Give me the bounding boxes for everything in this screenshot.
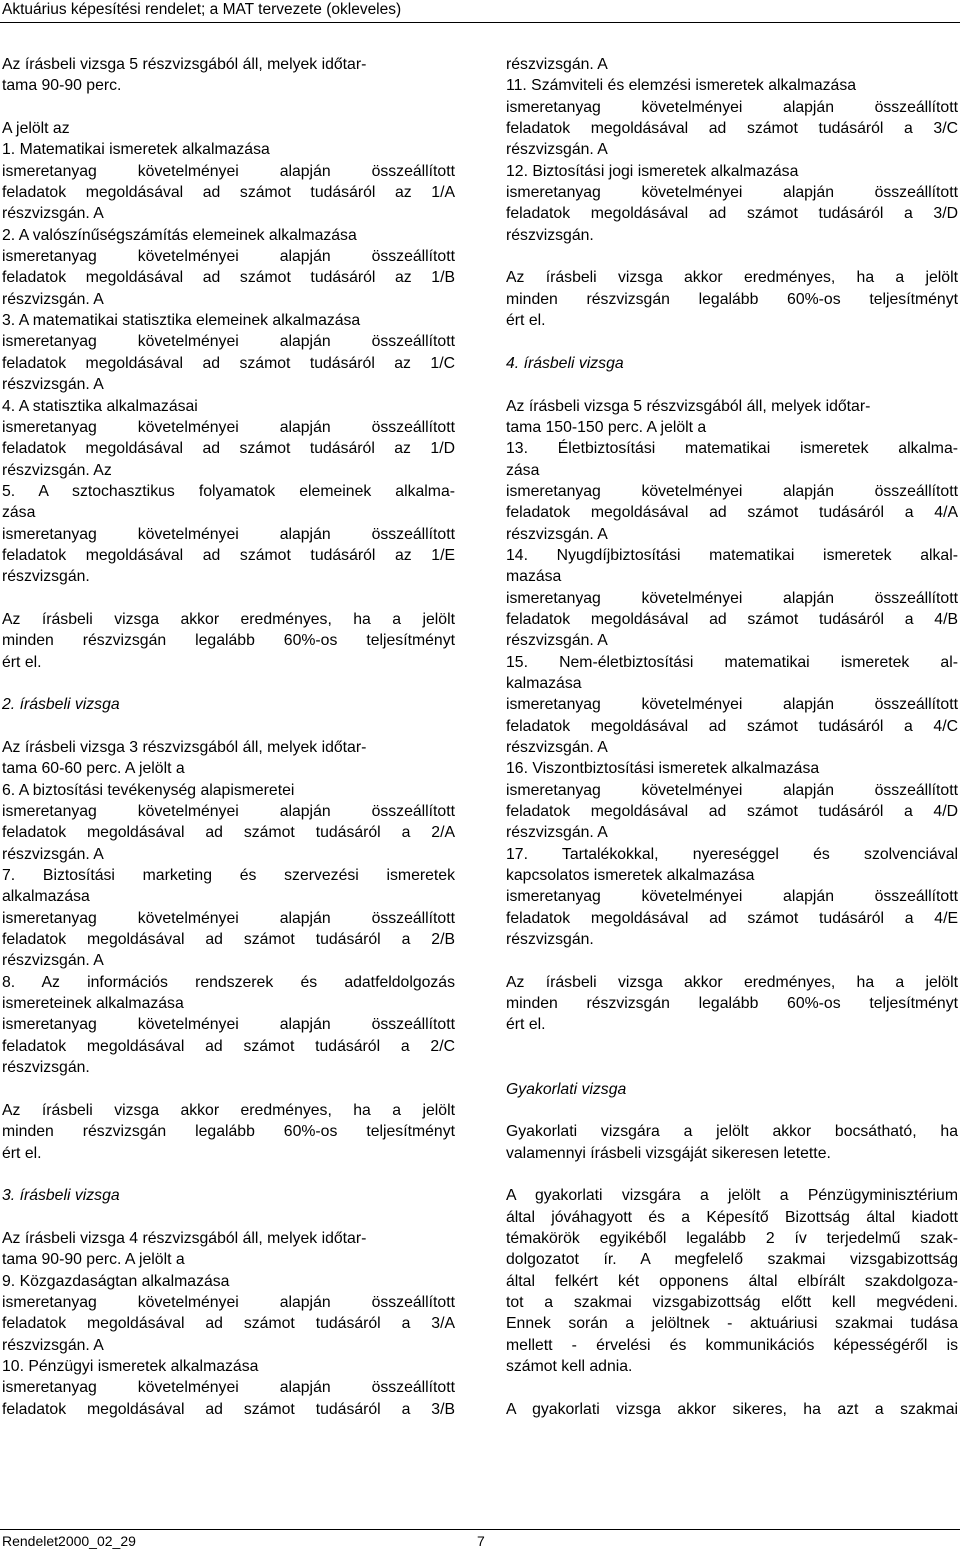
text-line: által felkért két opponens által elbírált szakdolgoza- <box>506 1272 958 1290</box>
text-line: 4. A statisztika alkalmazásai <box>2 397 198 415</box>
text-line: Az írásbeli vizsga akkor eredményes, ha a jelölt <box>506 973 958 991</box>
text-line: ismeretanyag követelményei alapján összeállított <box>2 248 455 266</box>
footer-document-id: Rendelet2000_02_29 <box>2 1533 136 1549</box>
text-line: minden részvizsgán legalább 60%-os teljesítményt <box>2 1123 455 1141</box>
text-line: ismereteinek alkalmazása <box>2 995 184 1013</box>
text-line: részvizsgán. A <box>2 845 104 863</box>
text-line: kapcsolatos ismeretek alkalmazása <box>506 867 755 885</box>
text-line: részvizsgán. A <box>506 56 608 73</box>
text-line: Az írásbeli vizsga akkor eredményes, ha a jelölt <box>2 610 455 628</box>
section-heading: 3. írásbeli vizsga <box>2 1187 120 1205</box>
section-heading: 4. írásbeli vizsga <box>506 354 624 372</box>
text-line: részvizsgán. A <box>2 1336 104 1354</box>
text-line: feladatok megoldásával ad számot tudásáról a 3/A <box>2 1315 455 1333</box>
text-line: Az írásbeli vizsga 5 részvizsgából áll, melyek időtar- <box>506 397 871 415</box>
text-line: részvizsgán. A <box>2 376 104 394</box>
text-line: tot a szakmai vizsgabizottság előtt kell megvédeni. <box>506 1293 958 1311</box>
text-line: feladatok megoldásával ad számot tudásáról a 3/C <box>506 120 958 138</box>
text-line: Ennek során a jelöltnek - aktuáriusi szakmai tudása <box>506 1315 958 1333</box>
text-line: számot kell adnia. <box>506 1357 633 1375</box>
header-title: Aktuárius képesítési rendelet; a MAT tervezete (okleveles) <box>2 1 402 18</box>
text-line: feladatok megoldásával ad számot tudásáról a 4/A <box>506 504 958 522</box>
text-line: valamennyi írásbeli vizsgáját sikeresen letette. <box>506 1144 831 1162</box>
text-line: feladatok megoldásával ad számot tudásáról az 1/E <box>2 546 455 564</box>
text-line: témakörök egyikéből legalább 2 ív terjedelmű szak- <box>506 1229 958 1247</box>
text-line: feladatok megoldásával ad számot tudásáról az 1/B <box>2 269 455 287</box>
text-line: minden részvizsgán legalább 60%-os teljesítményt <box>2 632 455 650</box>
text-line: ért el. <box>2 653 42 671</box>
text-line: A jelölt az <box>2 120 70 138</box>
section-heading: Gyakorlati vizsga <box>506 1080 627 1098</box>
text-line: Az írásbeli vizsga 3 részvizsgából áll, melyek időtar- <box>2 739 367 756</box>
text-line: ismeretanyag követelményei alapján összeállított <box>2 1016 455 1034</box>
text-line: ismeretanyag követelményei alapján összeállított <box>2 909 455 927</box>
right-column <box>506 54 958 1420</box>
text-line: Az írásbeli vizsga akkor eredményes, ha a jelölt <box>2 1101 455 1119</box>
text-line: részvizsgán. A <box>2 290 104 308</box>
text-line: ismeretanyag követelményei alapján összeállított <box>506 696 958 714</box>
text-line: részvizsgán. A <box>2 952 104 970</box>
page-header <box>0 0 960 23</box>
text-line: A gyakorlati vizsga akkor sikeres, ha azt a szakmai <box>506 1400 958 1418</box>
text-line: feladatok megoldásával ad számot tudásáról az 1/C <box>2 354 455 372</box>
text-line: 6. A biztosítási tevékenység alapismeretei <box>2 781 295 799</box>
text-line: feladatok megoldásával ad számot tudásáról a 4/B <box>506 610 958 628</box>
text-line: feladatok megoldásával ad számot tudásáról a 2/C <box>2 1037 455 1055</box>
text-line: részvizsgán. A <box>506 739 608 756</box>
text-line: 14. Nyugdíjbiztosítási matematikai ismeretek alkal- <box>506 546 958 564</box>
text-line: kalmazása <box>506 674 582 692</box>
text-line: részvizsgán. <box>2 1059 90 1077</box>
text-line: ismeretanyag követelményei alapján összeállított <box>2 1293 455 1311</box>
text-line: tama 90-90 perc. <box>2 77 122 95</box>
text-line: Az írásbeli vizsga akkor eredményes, ha a jelölt <box>506 269 958 287</box>
text-line: ért el. <box>2 1144 42 1162</box>
text-line: ismeretanyag követelményei alapján összeállított <box>506 184 958 202</box>
text-line: alkalmazása <box>2 888 90 906</box>
text-line: zása <box>506 461 540 479</box>
text-line: 9. Közgazdaságtan alkalmazása <box>2 1272 230 1290</box>
text-line: ismeretanyag követelményei alapján összeállított <box>506 888 958 906</box>
text-line: 16. Viszontbiztosítási ismeretek alkalmazása <box>506 760 820 778</box>
section-heading: 2. írásbeli vizsga <box>2 696 120 714</box>
text-line: tama 150-150 perc. A jelölt a <box>506 418 707 436</box>
text-line: tama 60-60 perc. A jelölt a <box>2 760 185 778</box>
text-line: 1. Matematikai ismeretek alkalmazása <box>2 141 270 159</box>
text-line: tama 90-90 perc. A jelölt a <box>2 1251 185 1269</box>
text-line: részvizsgán. <box>2 568 90 586</box>
page-footer <box>0 1529 960 1549</box>
text-line: ismeretanyag követelményei alapján összeállított <box>2 333 455 351</box>
text-line: 8. Az információs rendszerek és adatfeldolgozás <box>2 973 455 991</box>
text-line: 13. Életbiztosítási matematikai ismeretek alkalma- <box>506 440 958 458</box>
text-line: A gyakorlati vizsgára a jelölt a Pénzügyminisztérium <box>506 1187 958 1205</box>
text-line: ismeretanyag követelményei alapján összeállított <box>506 482 958 500</box>
text-line: feladatok megoldásával ad számot tudásáról a 4/C <box>506 717 958 735</box>
text-line: ért el. <box>506 1016 546 1034</box>
text-line: ismeretanyag követelményei alapján összeállított <box>2 803 455 821</box>
text-line: ismeretanyag követelményei alapján összeállított <box>506 781 958 799</box>
text-line: feladatok megoldásával ad számot tudásáról a 4/E <box>506 909 958 927</box>
text-line: részvizsgán. Az <box>2 461 112 479</box>
text-line: ismeretanyag követelményei alapján összeállított <box>2 162 455 180</box>
text-line: mellett - érvelési és kommunikációs képességéről is <box>506 1336 958 1354</box>
text-line: 11. Számviteli és elemzési ismeretek alkalmazása <box>506 77 856 95</box>
text-line: ismeretanyag követelményei alapján összeállított <box>506 98 958 116</box>
text-line: ismeretanyag követelményei alapján összeállított <box>2 525 455 543</box>
text-line: feladatok megoldásával ad számot tudásáról a 2/B <box>2 931 455 949</box>
text-line: által jóváhagyott és a Képesítő Bizottság által kiadott <box>506 1208 958 1226</box>
text-line: 10. Pénzügyi ismeretek alkalmazása <box>2 1357 259 1375</box>
text-line: mazása <box>506 568 562 586</box>
text-line: 17. Tartalékokkal, nyereséggel és szolvenciával <box>506 845 958 863</box>
text-line: ismeretanyag követelményei alapján összeállított <box>2 418 455 436</box>
text-line: feladatok megoldásával ad számot tudásáról az 1/D <box>2 440 455 458</box>
text-line: ért el. <box>506 312 546 330</box>
text-line: részvizsgán. A <box>506 141 608 159</box>
text-line: feladatok megoldásával ad számot tudásáról az 1/A <box>2 184 455 202</box>
text-line: dolgozatot ír. A megfelelő szakmai vizsgabizottság <box>506 1251 958 1269</box>
text-line: feladatok megoldásával ad számot tudásáról a 4/D <box>506 803 958 821</box>
text-line: 12. Biztosítási jogi ismeretek alkalmazása <box>506 162 799 180</box>
text-line: részvizsgán. <box>506 226 594 244</box>
text-line: ismeretanyag követelményei alapján összeállított <box>506 589 958 607</box>
text-line: feladatok megoldásával ad számot tudásáról a 3/D <box>506 205 958 223</box>
text-line: 5. A sztochasztikus folyamatok elemeinek alkalma- <box>2 482 455 500</box>
text-line: részvizsgán. A <box>506 824 608 842</box>
text-line: részvizsgán. A <box>506 632 608 650</box>
text-line: feladatok megoldásával ad számot tudásáról a 3/B <box>2 1400 455 1418</box>
text-line: Az írásbeli vizsga 4 részvizsgából áll, melyek időtar- <box>2 1229 367 1247</box>
footer-page-number: 7 <box>477 1533 485 1549</box>
text-line: 15. Nem-életbiztosítási matematikai ismeretek al- <box>506 653 958 671</box>
text-line: részvizsgán. A <box>506 525 608 543</box>
text-line: részvizsgán. A <box>2 205 104 223</box>
text-line: 7. Biztosítási marketing és szervezési ismeretek <box>2 867 455 885</box>
left-column <box>2 54 455 1420</box>
text-line: Az írásbeli vizsga 5 részvizsgából áll, melyek időtar- <box>2 56 367 73</box>
text-line: feladatok megoldásával ad számot tudásáról a 2/A <box>2 824 455 842</box>
text-line: 3. A matematikai statisztika elemeinek alkalmazása <box>2 312 361 330</box>
text-line: minden részvizsgán legalább 60%-os teljesítményt <box>506 290 958 308</box>
text-line: zása <box>2 504 36 522</box>
text-line: részvizsgán. <box>506 931 594 949</box>
text-line: Gyakorlati vizsgára a jelölt akkor bocsátható, ha <box>506 1123 958 1141</box>
text-line: minden részvizsgán legalább 60%-os teljesítményt <box>506 995 958 1013</box>
text-line: ismeretanyag követelményei alapján összeállított <box>2 1379 455 1397</box>
text-line: 2. A valószínűségszámítás elemeinek alkalmazása <box>2 226 357 244</box>
